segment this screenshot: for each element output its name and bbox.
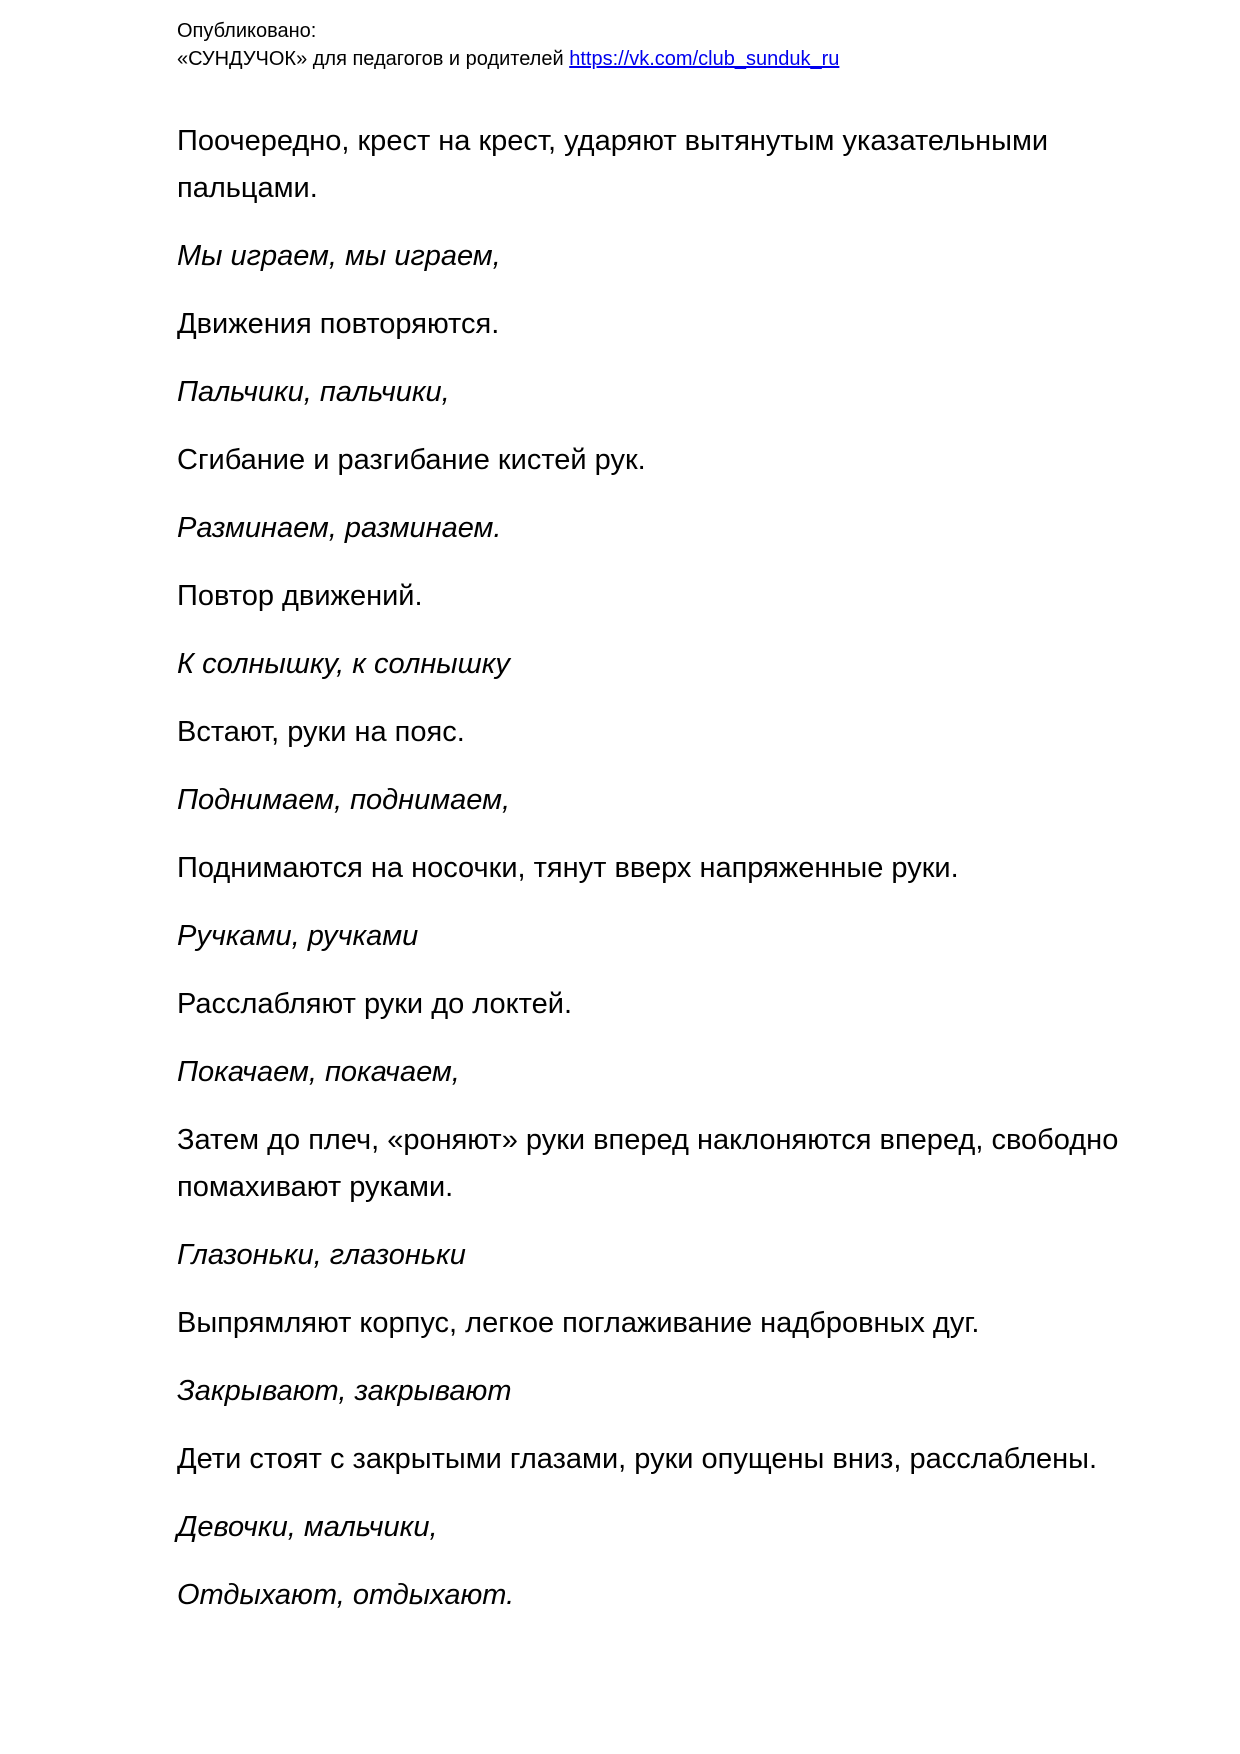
verse-line: Девочки, мальчики, [177,1511,438,1543]
instruction-paragraph: Сгибание и разгибание кистей рук. [177,444,646,476]
verse-line: Пальчики, пальчики, [177,376,450,408]
source-link[interactable]: https://vk.com/club_sunduk_ru [569,48,840,70]
instruction-paragraph: Повтор движений. [177,580,423,612]
verse-line: Мы играем, мы играем, [177,240,501,272]
publication-header [177,17,839,73]
source-line [177,45,839,73]
instruction-paragraph: Поочередно, крест на крест, ударяют вытянутым указательными пальцами. [177,125,1049,204]
instruction-paragraph: Расслабляют руки до локтей. [177,988,573,1020]
instruction-paragraph: Затем до плеч, «роняют» руки вперед наклоняются вперед, свободно помахивают руками. [177,1124,1119,1203]
verse-line: К солнышку, к солнышку [177,648,510,680]
instruction-paragraph: Выпрямляют корпус, легкое поглаживание надбровных дуг. [177,1307,980,1339]
instruction-paragraph: Поднимаются на носочки, тянут вверх напряженные руки. [177,852,959,884]
verse-line: Глазоньки, глазоньки [177,1239,466,1271]
verse-line: Разминаем, разминаем. [177,512,502,544]
instruction-paragraph: Движения повторяются. [177,308,500,340]
source-text: «СУНДУЧОК» для педагогов и родителей [177,48,570,70]
verse-line: Отдыхают, отдыхают. [177,1579,515,1611]
verse-line: Поднимаем, поднимаем, [177,784,511,816]
verse-line: Покачаем, покачаем, [177,1056,460,1088]
document-body [177,118,1177,1640]
instruction-paragraph: Дети стоят с закрытыми глазами, руки опущены вниз, расслаблены. [177,1443,1098,1475]
instruction-paragraph: Встают, руки на пояс. [177,716,465,748]
verse-line: Закрывают, закрывают [177,1375,512,1407]
published-label: Опубликовано: [177,20,317,42]
verse-line: Ручками, ручками [177,920,419,952]
